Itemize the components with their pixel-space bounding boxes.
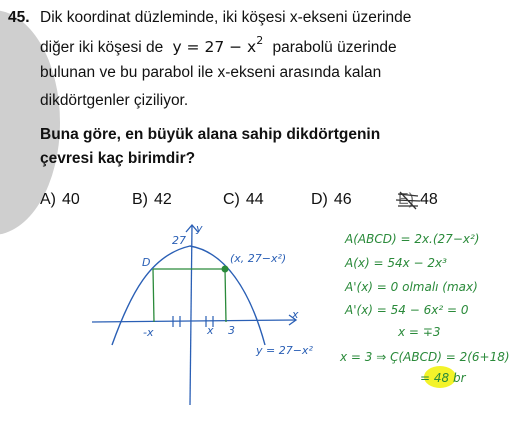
- work-line-1: A(ABCD) = 2x.(27−x²): [345, 232, 480, 246]
- question-line-2-text: diğer iki köşesi de: [40, 39, 164, 56]
- prompt-line-2: çevresi kaç birimdir?: [40, 150, 196, 167]
- option-c[interactable]: C) 44: [223, 191, 264, 208]
- neg-x-label: -x: [143, 326, 154, 339]
- option-d[interactable]: D) 46: [311, 191, 352, 208]
- x-value-label: 3: [228, 324, 235, 337]
- work-line-6: x = 3 ⇒ Ç(ABCD) = 2(6+18): [340, 350, 510, 364]
- work-line-5: x = ∓3: [398, 325, 441, 339]
- question-line-1: Dik koordinat düzleminde, iki köşesi x-ekseni üzerinde: [40, 9, 412, 26]
- x-axis-line: [92, 320, 296, 322]
- work-line-7: = 48 br: [420, 371, 466, 385]
- work-line-4: A'(x) = 54 − 6x² = 0: [345, 303, 469, 317]
- y-axis-line: [190, 225, 192, 405]
- inscribed-rectangle: [153, 269, 226, 322]
- top-value-label: 27: [172, 234, 186, 247]
- rectangle-right: [225, 269, 226, 322]
- prompt-line-1: Buna göre, en büyük alana sahip dikdörtgenin: [40, 126, 381, 143]
- option-e-scribble: [396, 192, 420, 209]
- work-line-3: A'(x) = 0 olmalı (max): [345, 280, 478, 294]
- point-coordinate-label: (x, 27−x²): [230, 252, 287, 265]
- curve-equation-label: y = 27−x²: [256, 344, 313, 357]
- point-d-label: D: [142, 256, 151, 269]
- option-a[interactable]: A) 40: [40, 191, 80, 208]
- option-b[interactable]: B) 42: [132, 191, 172, 208]
- x-axis-label: x: [292, 308, 299, 321]
- question-line-2-end: parabolü üzerinde: [272, 39, 397, 56]
- option-e[interactable]: E) 48: [398, 191, 438, 208]
- work-line-2: A(x) = 54x − 2x³: [345, 256, 447, 270]
- point-on-parabola: [222, 266, 229, 273]
- rectangle-left: [153, 269, 154, 322]
- x-label: x: [207, 324, 214, 337]
- parabola-formula: $y = 27 - x^2$: [172, 34, 264, 56]
- question-line-4: dikdörtgenler çiziliyor.: [40, 92, 189, 109]
- question-line-3: bulunan ve bu parabol ile x-ekseni arasında kalan: [40, 64, 382, 81]
- y-axis-label: y: [196, 222, 203, 235]
- question-number: 45.: [8, 9, 30, 26]
